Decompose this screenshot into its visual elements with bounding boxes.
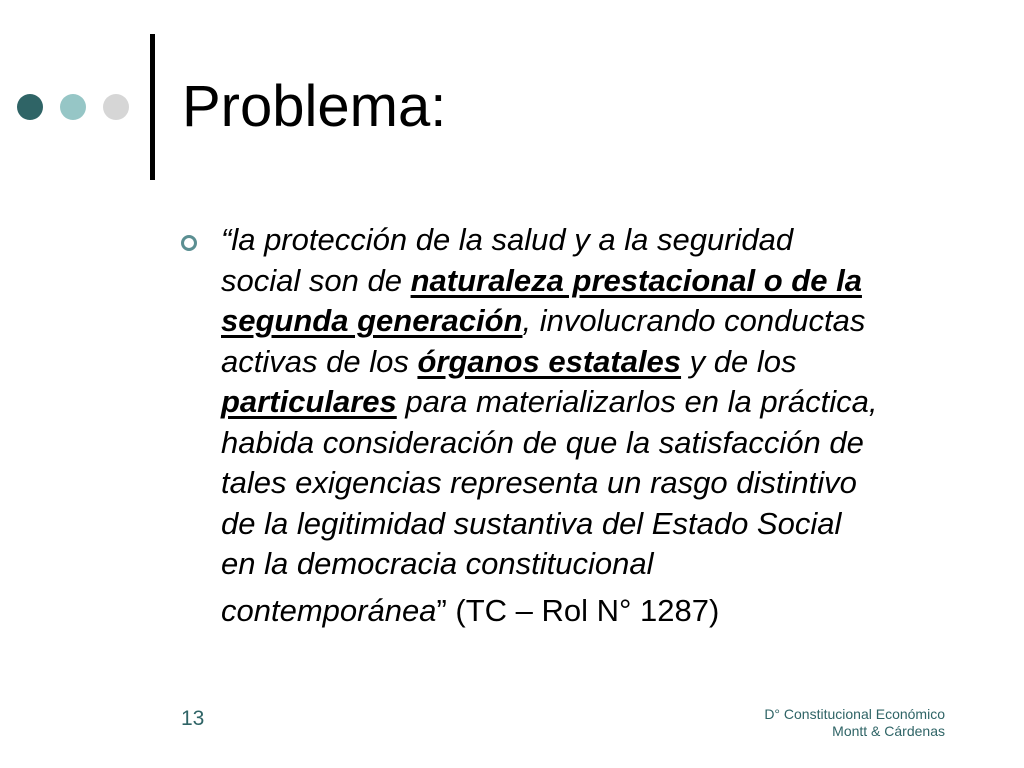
quote-line <box>221 504 961 545</box>
quote-text-segment: contemporánea <box>221 592 437 628</box>
quote-text-segment: y de los <box>681 343 797 379</box>
quote-text <box>221 220 961 631</box>
quote-emphasis: órganos estatales <box>417 343 682 379</box>
quote-line <box>221 544 961 585</box>
quote-text-segment: “la protección de la salud y a la seguridad <box>221 222 794 257</box>
decorative-dot-light <box>60 94 86 120</box>
bullet-icon <box>181 235 197 251</box>
slide-title: Problema: <box>182 74 447 139</box>
quote-line <box>221 342 961 383</box>
page-number: 13 <box>181 707 205 730</box>
quote-emphasis: segunda generación <box>221 303 523 338</box>
quote-line <box>221 463 961 504</box>
quote-text-segment: habida consideración de que la satisfacción de <box>221 424 864 460</box>
citation-text: ” (TC – Rol N° 1287) <box>436 592 720 628</box>
quote-line <box>221 591 961 632</box>
quote-text-segment: de la legitimidad sustantiva del Estado Social <box>221 505 842 541</box>
quote-text-segment: tales exigencias representa un rasgo distintivo <box>221 465 857 500</box>
quote-text-segment: para materializarlos en la práctica, <box>396 384 878 419</box>
quote-line <box>221 423 961 464</box>
quote-emphasis: particulares <box>221 384 397 419</box>
title-divider <box>150 34 155 180</box>
quote-text-segment: social son de <box>221 262 411 298</box>
quote-text-segment: en la democracia constitucional <box>221 546 654 581</box>
footer <box>764 706 945 740</box>
quote-text-segment: , involucrando conductas <box>522 303 866 338</box>
quote-line <box>221 220 961 261</box>
footer-course: D° Constitucional Económico <box>764 706 945 722</box>
quote-line <box>221 382 961 423</box>
quote-emphasis: naturaleza prestacional o de la <box>410 262 862 298</box>
quote-line <box>221 261 961 302</box>
footer-authors: Montt & Cárdenas <box>832 723 945 739</box>
quote-line <box>221 301 961 342</box>
decorative-dot-gray <box>103 94 129 120</box>
decorative-dot-dark <box>17 94 43 120</box>
quote-text-segment: activas de los <box>221 343 418 379</box>
